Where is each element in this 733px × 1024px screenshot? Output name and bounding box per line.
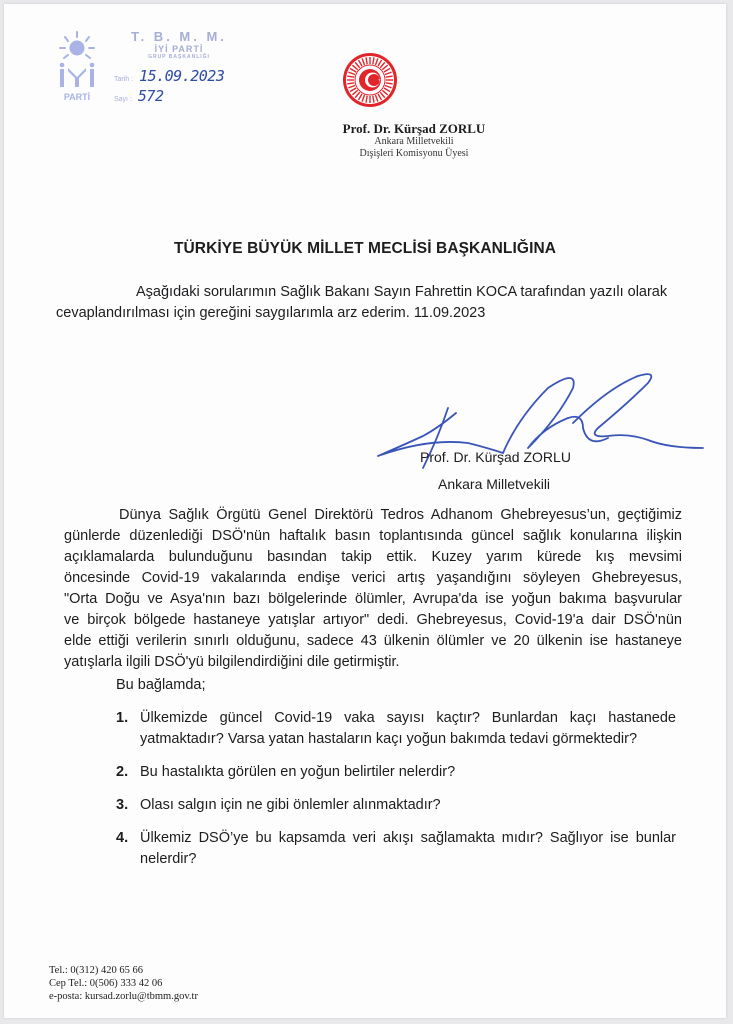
stamp-number-value: 572	[137, 87, 164, 105]
stamp-number-row	[114, 87, 164, 105]
context-label: Bu bağlamda;	[116, 677, 206, 693]
tbmm-emblem-icon	[342, 52, 398, 108]
question-item	[116, 762, 676, 783]
body-line: ve birçok bölgede hastaneye yatışlar artıyor" dedi. Ghebreyesus, Covid-19'a dair DSÖ'nün	[64, 612, 682, 628]
question-text: Bu hastalıkta görülen en yoğun belirtiler nelerdir?	[140, 764, 456, 780]
question-number: 4.	[116, 830, 129, 846]
body-line: elde ettiği verilerin sınırlı olduğunu, sadece 43 ülkenin ölümler ve 20 ülkenin ise hastaneye	[64, 633, 682, 649]
body-line: yatışlarla ilgili DSÖ'yü bilgilendirdiğini dile getirmiştir.	[64, 654, 400, 670]
intro-line2: cevaplandırılması için gereğini saygılarımla arz ederim. 11.09.2023	[56, 305, 486, 321]
stamp-line1: T. B. M. M.	[131, 29, 227, 44]
question-item	[116, 828, 676, 870]
body-line: açıklamalarda bulunduğunu basından takip ettik. Kuzey yarım kürede kış mevsimi	[64, 549, 682, 565]
question-number: 3.	[116, 797, 129, 813]
footer-email[interactable]: e-posta: kursad.zorlu@tbmm.gov.tr	[49, 991, 198, 1002]
document-page	[4, 4, 726, 1018]
body-line: öncesinde Covid-19 vakalarında endişe verici artış yaşandığını söyleyen Ghebreyesus,	[64, 570, 682, 586]
body-line: Dünya Sağlık Örgütü Genel Direktörü Tedros Adhanom Ghebreyesus’un, geçtiğimiz	[119, 507, 682, 523]
question-text: Ülkemiz DSÖ’ye bu kapsamda veri akışı sağlamakta mıdır? Sağlıyor ise bunlar nelerdir?	[140, 830, 676, 867]
footer-tel: Tel.: 0(312) 420 65 66	[49, 965, 144, 976]
stamp-date-value: 15.09.2023	[139, 67, 225, 85]
question-number: 1.	[116, 710, 129, 726]
contact-footer	[49, 964, 198, 1003]
footer-mobile: Cep Tel.: 0(506) 333 42 06	[49, 978, 163, 989]
signature-role: Ankara Milletvekili	[438, 476, 551, 492]
stamp-number-label: Sayı :	[114, 96, 132, 103]
body-line: günlerde düzenlediği DSÖ'nün haftalık basın toplantısında güncel sağlık konularına ilişkin	[64, 528, 682, 544]
stamp-line3: GRUP BAŞKANLIĞI	[148, 54, 210, 60]
party-stamp	[52, 30, 232, 110]
stamp-line2: İYİ PARTİ	[154, 44, 204, 54]
stamp-date-row	[114, 67, 224, 85]
question-text: Ülkemizde güncel Covid-19 vaka sayısı kaçtır? Bunlardan kaçı hastanede yatmaktadır? Varsa yatan hastaların kaçı yoğun bakımda tedavi görmektedir?	[140, 710, 676, 747]
signature-name: Prof. Dr. Kürşad ZORLU	[420, 449, 571, 465]
question-item	[116, 795, 676, 816]
intro-line1: Aşağıdaki sorularımın Sağlık Bakanı Sayın Fahrettin KOCA tarafından yazılı olarak	[136, 284, 668, 300]
iyi-party-logo-icon	[52, 30, 102, 106]
svg-text:PARTİ: PARTİ	[63, 92, 91, 102]
question-number: 2.	[116, 764, 129, 780]
stamp-date-label: Tarih :	[114, 76, 134, 83]
stamp-header	[114, 30, 244, 61]
intro-paragraph	[56, 282, 686, 324]
body-paragraph	[64, 505, 682, 673]
letterhead	[264, 121, 564, 160]
letterhead-role1: Ankara Milletvekili	[374, 136, 454, 147]
question-item	[116, 708, 676, 750]
letterhead-name: Prof. Dr. Kürşad ZORLU	[342, 121, 486, 136]
questions-list	[116, 708, 676, 882]
document-title: TÜRKİYE BÜYÜK MİLLET MECLİSİ BAŞKANLIĞINA	[173, 240, 557, 257]
question-text: Olası salgın için ne gibi önlemler alınmaktadır?	[140, 797, 441, 813]
letterhead-role2: Dışişleri Komisyonu Üyesi	[359, 148, 469, 159]
body-line: "Orta Doğu ve Asya'nın bazı bölgelerinde ölümler, Avrupa'da ise yoğun bakıma başvurular	[64, 591, 682, 607]
